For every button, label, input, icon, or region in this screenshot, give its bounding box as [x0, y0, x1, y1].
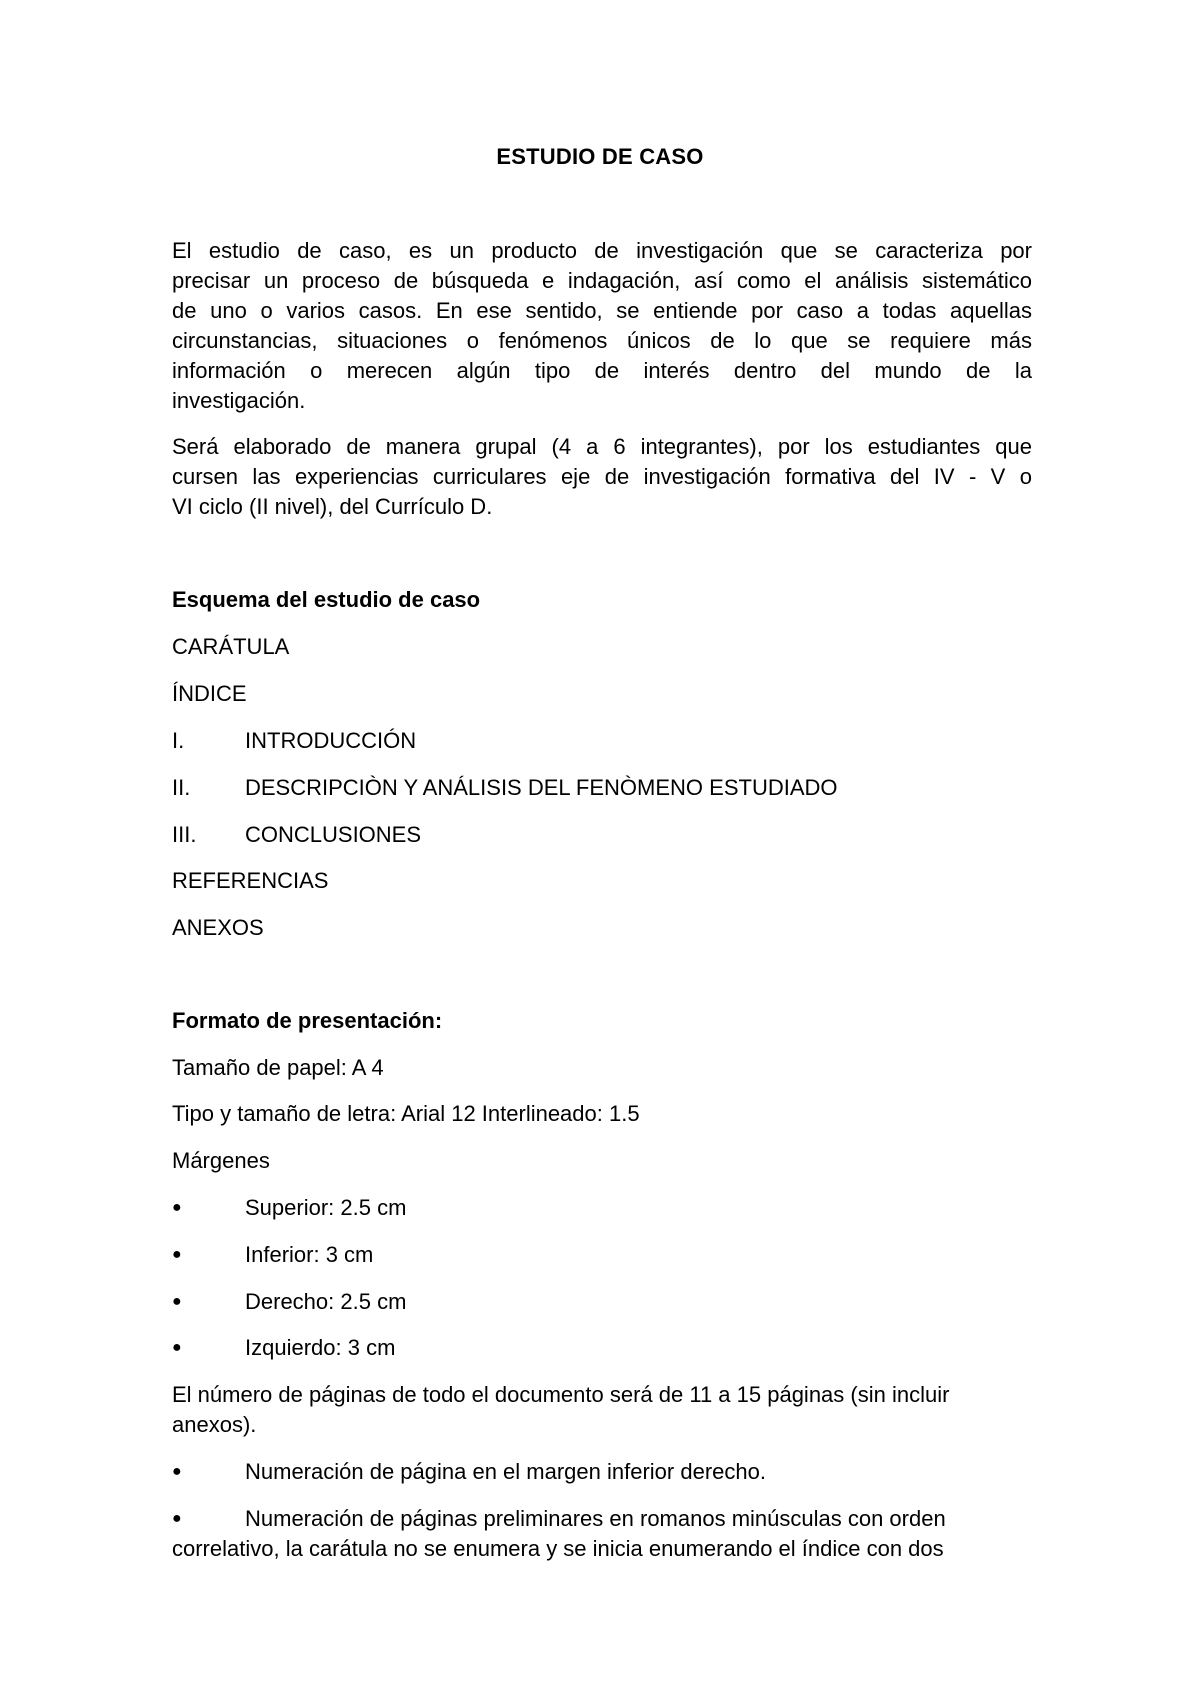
- format-heading: Formato de presentación:: [172, 1008, 443, 1033]
- intro-line: circunstancias, situaciones o fenómenos únicos de lo que se requiere más: [172, 328, 1032, 353]
- schema-item-number: III.: [172, 822, 197, 847]
- margin-superior: Superior: 2.5 cm: [245, 1195, 407, 1220]
- document-title: ESTUDIO DE CASO: [496, 144, 704, 169]
- schema-item-number: I.: [172, 728, 185, 753]
- schema-heading: Esquema del estudio de caso: [172, 587, 481, 612]
- intro-line: investigación.: [172, 388, 306, 413]
- margin-derecho: Derecho: 2.5 cm: [245, 1289, 407, 1314]
- pages-line: anexos).: [172, 1412, 257, 1437]
- intro-line: de uno o varios casos. En ese sentido, se entiende por caso a todas aquellas: [172, 298, 1032, 323]
- second-line: VI ciclo (II nivel), del Currículo D.: [172, 494, 493, 519]
- schema-item-descripcion: DESCRIPCIÒN Y ANÁLISIS DEL FENÒMENO ESTUDIADO: [245, 775, 838, 800]
- schema-caratula: CARÁTULA: [172, 634, 290, 659]
- format-margins-label: Márgenes: [172, 1148, 270, 1173]
- bullet-icon: ●: [172, 1510, 182, 1527]
- intro-line: información o merecen algún tipo de interés dentro del mundo de la: [172, 358, 1032, 383]
- bullet-icon: ●: [172, 1339, 182, 1356]
- margin-izquierdo: Izquierdo: 3 cm: [245, 1335, 396, 1360]
- second-paragraph: [172, 432, 1032, 522]
- intro-paragraph: [172, 236, 1032, 416]
- schema-referencias: REFERENCIAS: [172, 868, 329, 893]
- bullet-icon: ●: [172, 1199, 182, 1216]
- format-paper: Tamaño de papel: A 4: [172, 1055, 384, 1080]
- bullet-icon: ●: [172, 1463, 182, 1480]
- intro-line: El estudio de caso, es un producto de investigación que se caracteriza por: [172, 238, 1032, 263]
- pages-line: El número de páginas de todo el documento será de 11 a 15 páginas (sin incluir: [172, 1382, 950, 1407]
- schema-item-number: II.: [172, 775, 191, 800]
- schema-anexos: ANEXOS: [172, 915, 264, 940]
- schema-indice: ÍNDICE: [172, 681, 247, 706]
- second-line: Será elaborado de manera grupal (4 a 6 integrantes), por los estudiantes que: [172, 434, 1032, 459]
- bullet-icon: ●: [172, 1293, 182, 1310]
- schema-item-introduccion: INTRODUCCIÓN: [245, 728, 417, 753]
- format-font: Tipo y tamaño de letra: Arial 12 Interlineado: 1.5: [172, 1101, 640, 1126]
- schema-item-conclusiones: CONCLUSIONES: [245, 822, 422, 847]
- bullet-icon: ●: [172, 1246, 182, 1263]
- numbering-rule-2: Numeración de páginas preliminares en romanos minúsculas con orden: [245, 1506, 946, 1531]
- second-line: cursen las experiencias curriculares eje de investigación formativa del IV - V o: [172, 464, 1032, 489]
- margin-inferior: Inferior: 3 cm: [245, 1242, 374, 1267]
- numbering-rule-1: Numeración de página en el margen inferior derecho.: [245, 1459, 766, 1484]
- numbering-rule-2-continued: correlativo, la carátula no se enumera y se inicia enumerando el índice con dos: [172, 1536, 944, 1561]
- intro-line: precisar un proceso de búsqueda e indagación, así como el análisis sistemático: [172, 268, 1032, 293]
